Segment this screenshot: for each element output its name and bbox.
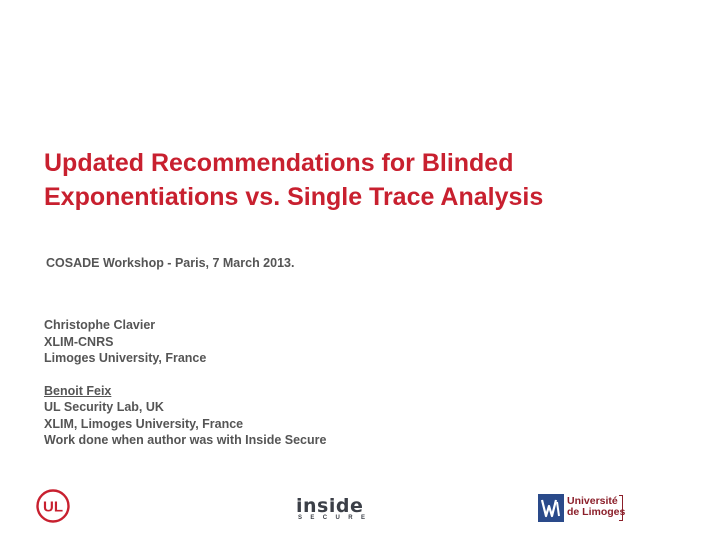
- ul-logo-icon: [36, 489, 70, 523]
- author-spacer: [44, 367, 326, 383]
- universite-logo-line-1: Université: [567, 495, 618, 507]
- event-subtitle: COSADE Workshop - Paris, 7 March 2013.: [46, 256, 295, 270]
- author-1-name: Christophe Clavier: [44, 318, 156, 332]
- universite-logo-line-2: de Limoges: [567, 506, 626, 518]
- universite-de-limoges-logo: [538, 494, 624, 524]
- universite-mark-icon: [538, 494, 564, 522]
- author-2-affiliation-2: XLIM, Limoges University, France: [44, 416, 244, 431]
- author-2-affiliation-1: UL Security Lab, UK: [44, 400, 164, 414]
- author-1-affiliation-1: XLIM-CNRS: [44, 334, 114, 349]
- title-line-1: Updated Recommendations for Blinded: [44, 149, 514, 177]
- ul-logo: [36, 489, 70, 523]
- author-2-note: Work done when author was with Inside Secure: [44, 433, 327, 447]
- author-1-affiliation-2: Limoges University, France: [44, 351, 207, 365]
- title-line-2: Exponentiations vs. Single Trace Analysis: [44, 183, 544, 211]
- author-2-name: Benoit Feix: [44, 383, 112, 398]
- inside-logo-subword: SECURE: [298, 515, 374, 521]
- author-block: [44, 317, 326, 449]
- universite-logo-bracket: [619, 495, 623, 521]
- ul-logo-text: UL: [43, 498, 63, 516]
- universite-logo-text: [567, 496, 625, 518]
- inside-logo-word: inside: [296, 495, 364, 517]
- slide-title: [44, 146, 684, 214]
- inside-secure-logo: [296, 497, 382, 523]
